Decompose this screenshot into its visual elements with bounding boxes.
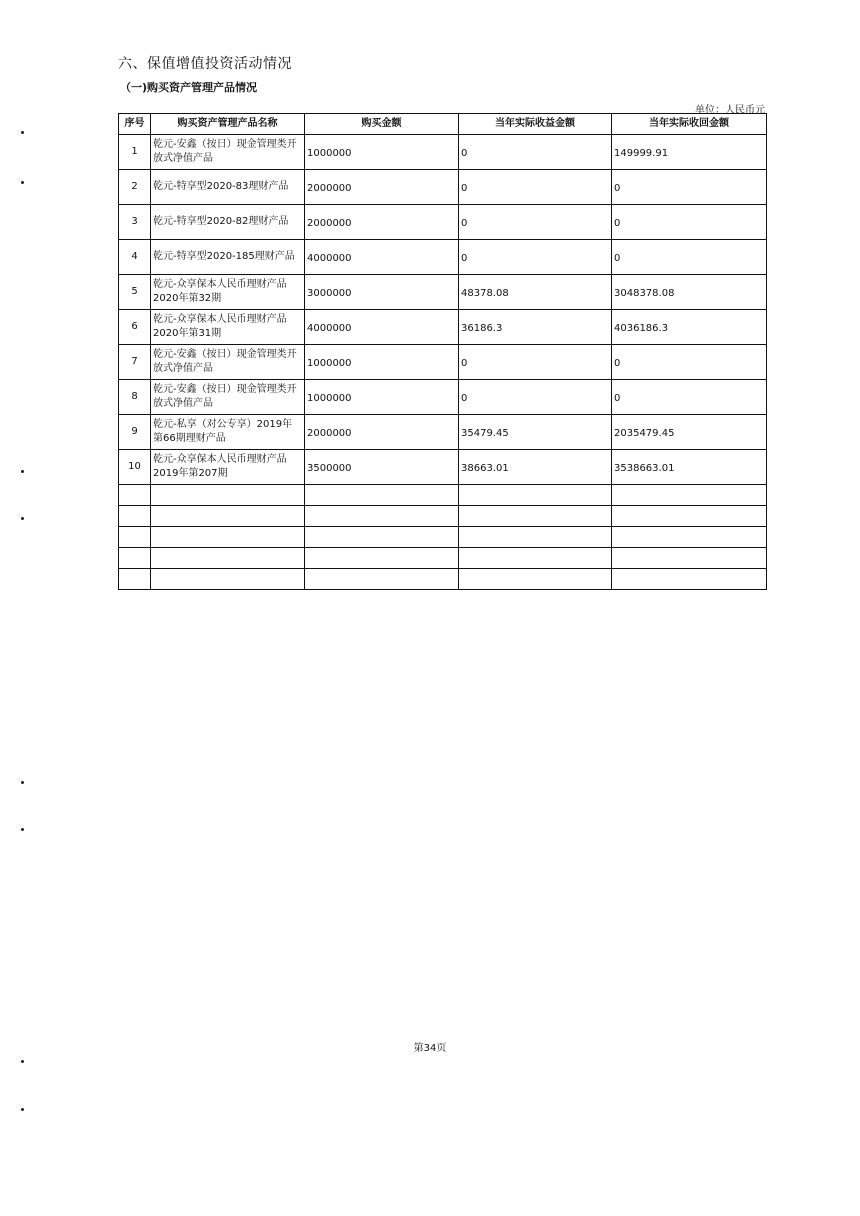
row-actual-income-cell: 0 <box>459 170 612 205</box>
empty-table-row <box>119 548 767 569</box>
table-row <box>119 345 767 380</box>
table-header-row <box>119 114 767 135</box>
table-row <box>119 415 767 450</box>
row-actual-income-cell: 36186.3 <box>459 310 612 345</box>
row-actual-recovered-cell: 149999.91 <box>612 135 767 170</box>
empty-cell <box>459 569 612 590</box>
margin-dot <box>21 828 24 831</box>
empty-cell <box>151 548 305 569</box>
empty-cell <box>151 527 305 548</box>
row-seq-cell: 4 <box>119 240 151 275</box>
table-row <box>119 380 767 415</box>
row-actual-income-cell: 0 <box>459 240 612 275</box>
section-title: 六、保值增值投资活动情况 <box>118 56 292 72</box>
row-seq-cell: 10 <box>119 450 151 485</box>
row-purchase-amount-cell: 1000000 <box>305 345 459 380</box>
header-purchase-amount: 购买金额 <box>305 114 459 135</box>
row-product-name-cell: 乾元-众享保本人民币理财产品2020年第31期 <box>151 310 305 345</box>
row-product-name-cell: 乾元-众享保本人民币理财产品2020年第32期 <box>151 275 305 310</box>
empty-cell <box>119 485 151 506</box>
row-actual-recovered-cell: 0 <box>612 240 767 275</box>
margin-dot <box>21 181 24 184</box>
row-product-name-cell: 乾元-安鑫（按日）现金管理类开放式净值产品 <box>151 380 305 415</box>
empty-table-row <box>119 527 767 548</box>
row-seq-cell: 8 <box>119 380 151 415</box>
row-product-name-cell: 乾元-特享型2020-185理财产品 <box>151 240 305 275</box>
margin-dot <box>21 1108 24 1111</box>
row-product-name-cell: 乾元-安鑫（按日）现金管理类开放式净值产品 <box>151 345 305 380</box>
table-row <box>119 205 767 240</box>
empty-table-row <box>119 485 767 506</box>
row-seq-cell: 6 <box>119 310 151 345</box>
row-seq-cell: 7 <box>119 345 151 380</box>
row-actual-recovered-cell: 2035479.45 <box>612 415 767 450</box>
empty-cell <box>612 569 767 590</box>
empty-cell <box>151 485 305 506</box>
row-seq-cell: 2 <box>119 170 151 205</box>
empty-cell <box>119 569 151 590</box>
asset-management-products-table <box>118 113 767 590</box>
empty-cell <box>151 569 305 590</box>
row-actual-recovered-cell: 3048378.08 <box>612 275 767 310</box>
empty-cell <box>305 569 459 590</box>
empty-cell <box>305 506 459 527</box>
row-purchase-amount-cell: 3000000 <box>305 275 459 310</box>
table-row <box>119 135 767 170</box>
row-product-name-cell: 乾元-私享（对公专享）2019年第66期理财产品 <box>151 415 305 450</box>
row-actual-recovered-cell: 0 <box>612 170 767 205</box>
empty-cell <box>305 548 459 569</box>
header-actual-recovered: 当年实际收回金额 <box>612 114 767 135</box>
empty-cell <box>305 527 459 548</box>
table-row <box>119 240 767 275</box>
row-actual-income-cell: 0 <box>459 205 612 240</box>
row-seq-cell: 3 <box>119 205 151 240</box>
margin-dot <box>21 1060 24 1063</box>
margin-dot <box>21 517 24 520</box>
header-seq: 序号 <box>119 114 151 135</box>
row-purchase-amount-cell: 1000000 <box>305 380 459 415</box>
row-seq-cell: 5 <box>119 275 151 310</box>
empty-cell <box>119 506 151 527</box>
empty-cell <box>459 548 612 569</box>
row-actual-income-cell: 48378.08 <box>459 275 612 310</box>
empty-table-row <box>119 506 767 527</box>
row-purchase-amount-cell: 4000000 <box>305 310 459 345</box>
row-actual-recovered-cell: 0 <box>612 380 767 415</box>
row-seq-cell: 9 <box>119 415 151 450</box>
empty-cell <box>119 527 151 548</box>
empty-cell <box>612 548 767 569</box>
table-row <box>119 170 767 205</box>
row-purchase-amount-cell: 4000000 <box>305 240 459 275</box>
header-actual-income: 当年实际收益金额 <box>459 114 612 135</box>
unit-label: 单位：人民币元 <box>695 105 765 116</box>
row-actual-recovered-cell: 0 <box>612 205 767 240</box>
row-purchase-amount-cell: 2000000 <box>305 415 459 450</box>
row-actual-income-cell: 0 <box>459 345 612 380</box>
row-product-name-cell: 乾元-安鑫（按日）现金管理类开放式净值产品 <box>151 135 305 170</box>
row-purchase-amount-cell: 1000000 <box>305 135 459 170</box>
empty-cell <box>612 506 767 527</box>
row-actual-income-cell: 0 <box>459 135 612 170</box>
row-actual-recovered-cell: 0 <box>612 345 767 380</box>
empty-cell <box>119 548 151 569</box>
empty-table-row <box>119 569 767 590</box>
table-row <box>119 450 767 485</box>
empty-cell <box>459 506 612 527</box>
header-product-name: 购买资产管理产品名称 <box>151 114 305 135</box>
row-product-name-cell: 乾元-众享保本人民币理财产品2019年第207期 <box>151 450 305 485</box>
empty-cell <box>612 485 767 506</box>
margin-dot <box>21 131 24 134</box>
margin-dot <box>21 781 24 784</box>
empty-cell <box>151 506 305 527</box>
margin-dot <box>21 470 24 473</box>
row-product-name-cell: 乾元-特享型2020-83理财产品 <box>151 170 305 205</box>
row-purchase-amount-cell: 3500000 <box>305 450 459 485</box>
page-number: 第34页 <box>413 1043 447 1054</box>
subsection-title: （一)购买资产管理产品情况 <box>120 81 258 94</box>
table-row <box>119 310 767 345</box>
row-actual-recovered-cell: 3538663.01 <box>612 450 767 485</box>
row-product-name-cell: 乾元-特享型2020-82理财产品 <box>151 205 305 240</box>
table-row <box>119 275 767 310</box>
row-actual-income-cell: 35479.45 <box>459 415 612 450</box>
empty-cell <box>612 527 767 548</box>
empty-cell <box>305 485 459 506</box>
table-body <box>119 135 767 590</box>
row-purchase-amount-cell: 2000000 <box>305 170 459 205</box>
row-seq-cell: 1 <box>119 135 151 170</box>
row-purchase-amount-cell: 2000000 <box>305 205 459 240</box>
empty-cell <box>459 527 612 548</box>
row-actual-recovered-cell: 4036186.3 <box>612 310 767 345</box>
row-actual-income-cell: 0 <box>459 380 612 415</box>
row-actual-income-cell: 38663.01 <box>459 450 612 485</box>
empty-cell <box>459 485 612 506</box>
